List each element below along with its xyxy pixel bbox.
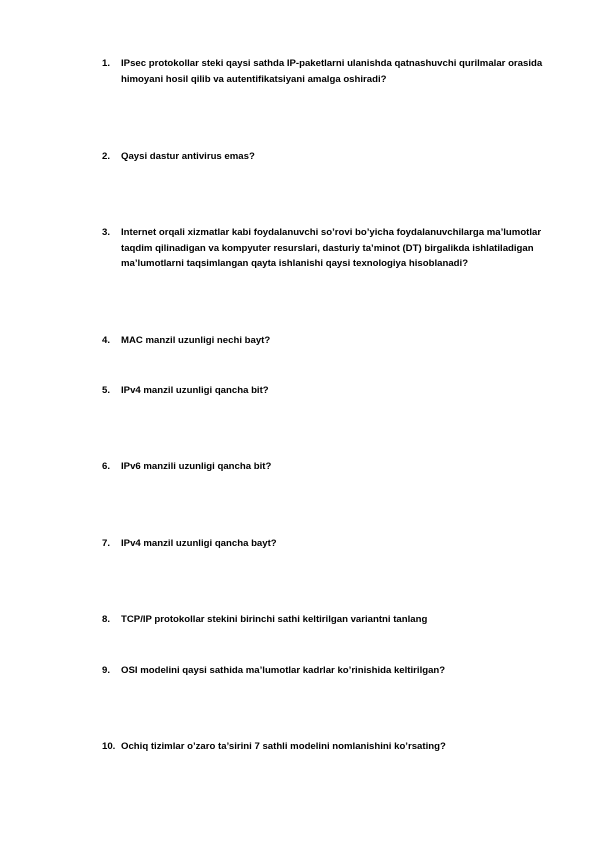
question-number: 6. bbox=[102, 461, 111, 472]
question-number: 3. bbox=[102, 227, 111, 238]
question-text: OSI modelini qaysi sathida ma’lumotlar kadrlar ko’rinishida keltirilgan? bbox=[121, 665, 446, 676]
question-text: Internet orqali xizmatlar kabi foydalanuvchi so’rovi bo’yicha foydalanuvchilarga ma’lumotlar taqdim qilinadigan va kompyuter resurslari, dasturiy ta’minot (DT) birgalikda ishlatiladigan ma’lumotlarni taqsimlangan qayta ishlanishi qaysi texnologiya hisoblanadi? bbox=[121, 227, 542, 270]
question-number: 5. bbox=[102, 385, 111, 396]
question-5 bbox=[102, 383, 562, 399]
question-text: MAC manzil uzunligi nechi bayt? bbox=[121, 335, 271, 346]
question-number: 1. bbox=[102, 58, 111, 69]
question-2 bbox=[102, 149, 562, 165]
question-3 bbox=[102, 225, 562, 272]
question-text: IPv6 manzili uzunligi qancha bit? bbox=[121, 461, 272, 472]
question-text: IPsec protokollar steki qaysi sathda IP-paketlarni ulanishda qatnashuvchi qurilmalar orasida himoyani hosil qilib va autentifikatsiyani amalga oshiradi? bbox=[121, 58, 543, 85]
question-4 bbox=[102, 333, 562, 349]
question-text: Ochiq tizimlar o’zaro ta’sirini 7 sathli modelini nomlanishini ko’rsating? bbox=[121, 741, 446, 752]
question-number: 4. bbox=[102, 335, 111, 346]
question-text: TCP/IP protokollar stekini birinchi sathi keltirilgan variantni tanlang bbox=[121, 614, 428, 625]
question-9 bbox=[102, 663, 562, 679]
question-10 bbox=[102, 739, 562, 755]
question-6 bbox=[102, 459, 562, 475]
question-number: 9. bbox=[102, 665, 111, 676]
question-number: 10. bbox=[102, 741, 116, 752]
question-number: 2. bbox=[102, 151, 111, 162]
question-number: 7. bbox=[102, 538, 111, 549]
question-number: 8. bbox=[102, 614, 111, 625]
question-text: Qaysi dastur antivirus emas? bbox=[121, 151, 255, 162]
question-text: IPv4 manzil uzunligi qancha bit? bbox=[121, 385, 269, 396]
question-8 bbox=[102, 612, 562, 628]
question-7 bbox=[102, 536, 562, 552]
question-text: IPv4 manzil uzunligi qancha bayt? bbox=[121, 538, 277, 549]
question-1 bbox=[102, 56, 562, 87]
